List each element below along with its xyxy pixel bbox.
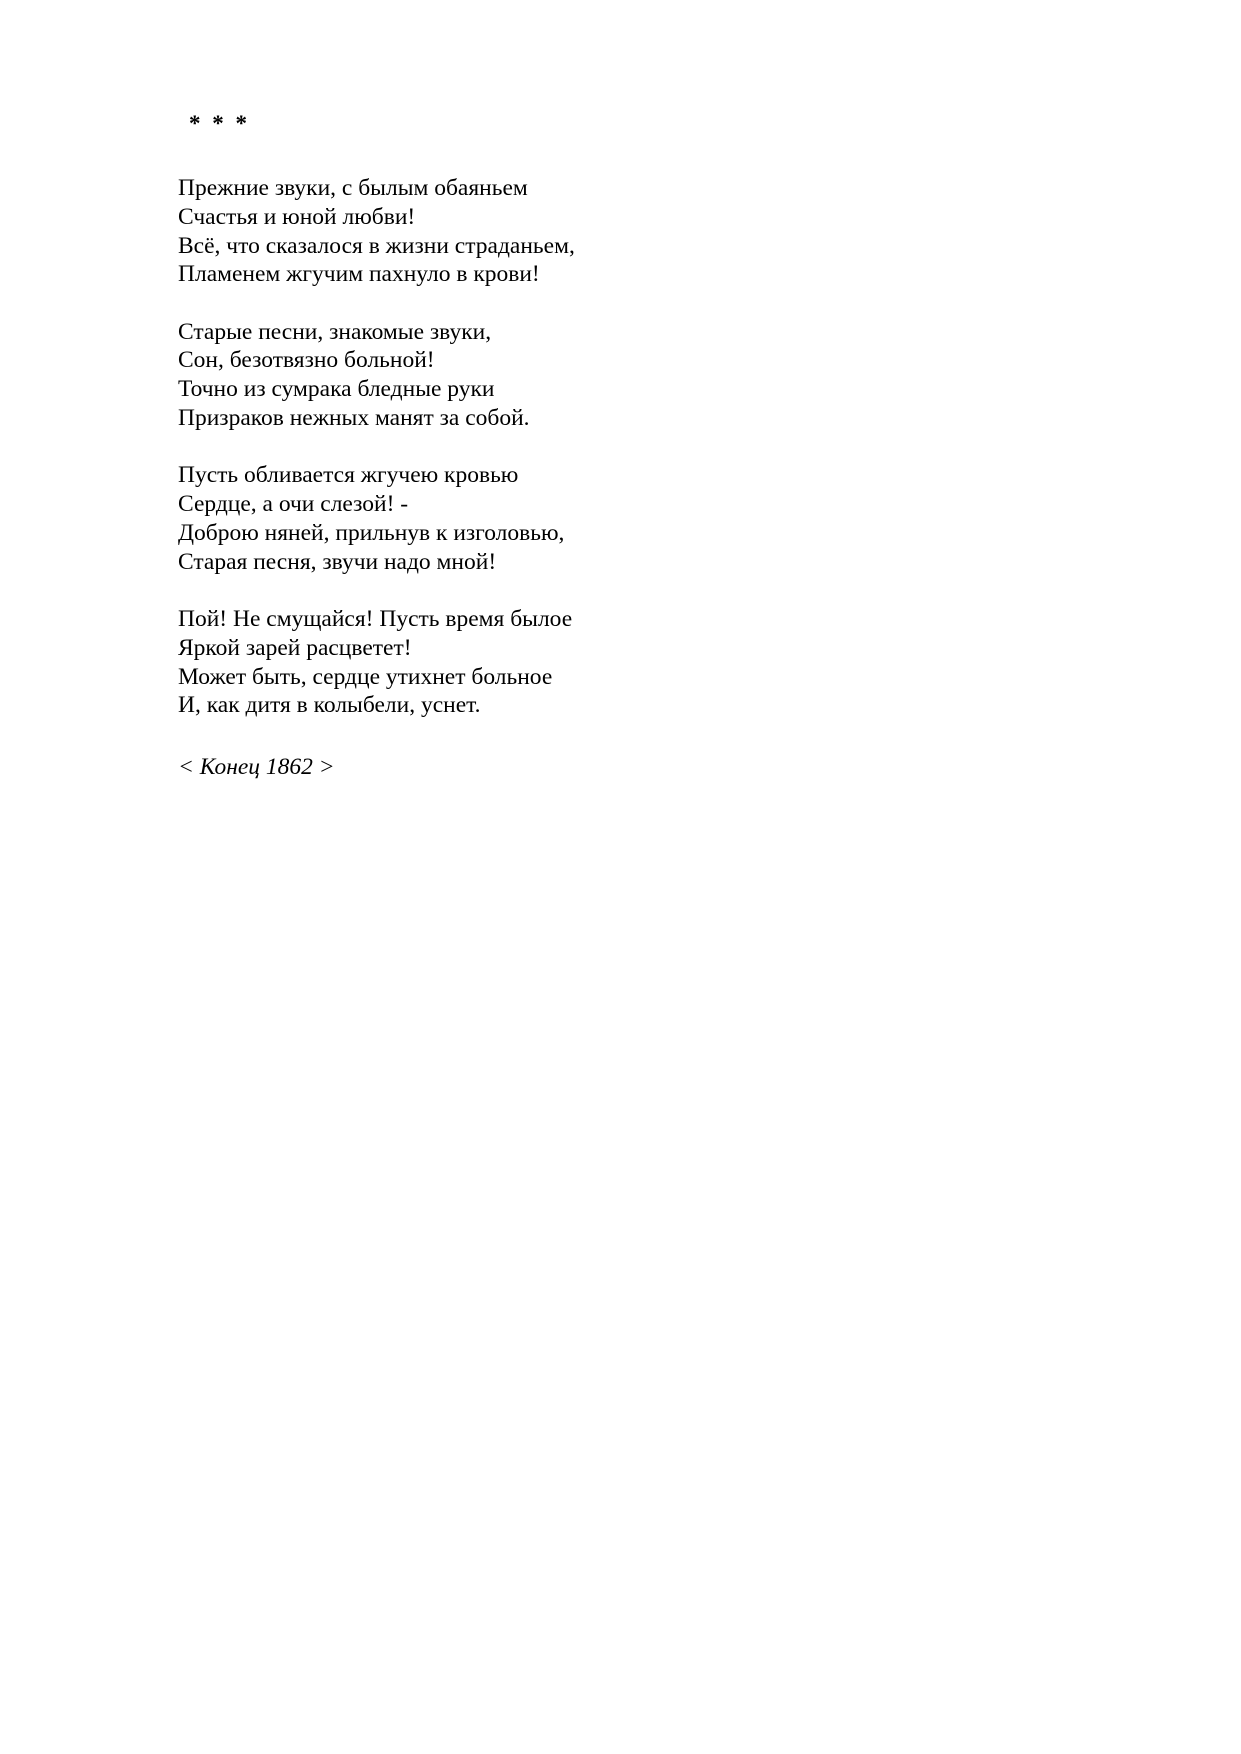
poem-date: < Конец 1862 > — [178, 754, 335, 780]
poem-line: Доброю няней, прильнув к изголовью, — [178, 519, 565, 546]
poem-line: Сон, безотвязно больной! — [178, 347, 435, 374]
poem-line: Всё, что сказалося в жизни страданьем, — [178, 232, 575, 259]
poem-line: Прежние звуки, с былым обаяньем — [178, 175, 528, 201]
stanza-4 — [178, 605, 1078, 720]
poem-line: Пусть обливается жгучею кровью — [178, 462, 519, 489]
poem-line: Пой! Не смущайся! Пусть время былое — [178, 606, 573, 633]
poem-line: Счастья и юной любви! — [178, 203, 416, 230]
poem-line: Сердце, а очи слезой! - — [178, 491, 409, 518]
poem-line: Призраков нежных манят за собой. — [178, 405, 530, 432]
poem-heading: * * * — [189, 111, 250, 136]
poem-line: Старые песни, знакомые звуки, — [178, 318, 492, 345]
poem-line: И, как дитя в колыбели, уснет. — [178, 692, 481, 719]
poem-line: Яркой зарей расцветет! — [178, 634, 412, 661]
poem-line: Пламенем жгучим пахнуло в крови! — [178, 261, 540, 288]
poem-line: Точно из сумрака бледные руки — [178, 376, 495, 403]
stanza-2 — [178, 318, 1078, 433]
poem-line: Старая песня, звучи надо мной! — [178, 548, 497, 575]
stanza-1 — [178, 174, 1078, 289]
poem-line: Может быть, сердце утихнет больное — [178, 663, 553, 690]
poem-body — [178, 174, 1078, 749]
stanza-3 — [178, 461, 1078, 576]
